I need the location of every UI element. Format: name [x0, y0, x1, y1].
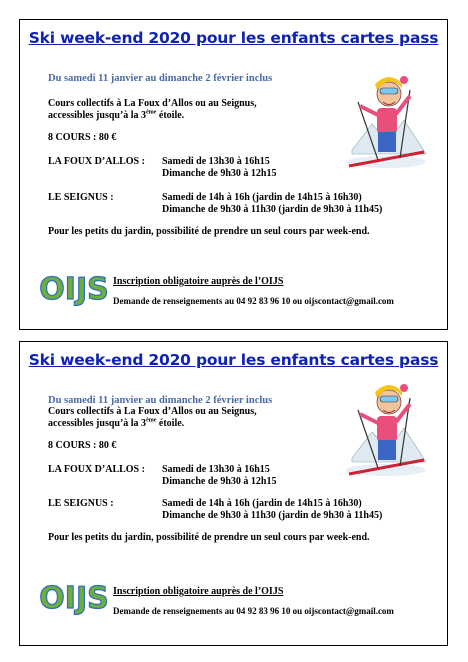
foux-saturday: Samedi de 13h30 à 16h15 [162, 156, 270, 167]
price-text: 8 COURS : 80 € [48, 132, 117, 143]
flyer-subtitle: Du samedi 11 janvier au dimanche 2 février inclus [48, 395, 273, 406]
svg-text:OIJS: OIJS [39, 581, 109, 616]
seignus-label: LE SEIGNUS : [48, 192, 114, 203]
intro-line-2: accessibles jusqu’à la 3ème étoile. [48, 417, 185, 429]
flyer-subtitle: Du samedi 11 janvier au dimanche 2 février inclus [48, 73, 273, 84]
seignus-saturday: Samedi de 14h à 16h (jardin de 14h15 à 16h30) [162, 192, 362, 203]
garden-note: Pour les petits du jardin, possibilité de prendre un seul cours par week-end. [48, 532, 370, 543]
foux-sunday: Dimanche de 9h30 à 12h15 [162, 476, 277, 487]
flyer-title: Ski week-end 2020 pour les enfants cartes pass [28, 351, 439, 369]
garden-note: Pour les petits du jardin, possibilité de prendre un seul cours par week-end. [48, 226, 370, 237]
flyer-top [19, 19, 448, 330]
inscription-text: Inscription obligatoire auprès de l’OIJS [113, 276, 284, 287]
inscription-text: Inscription obligatoire auprès de l’OIJS [113, 586, 284, 597]
contact-text: Demande de renseignements au 04 92 83 96 10 ou oijscontact@gmail.com [113, 606, 394, 616]
seignus-sunday: Dimanche de 9h30 à 11h30 (jardin de 9h30 à 11h45) [162, 204, 383, 215]
foux-sunday: Dimanche de 9h30 à 12h15 [162, 168, 277, 179]
flyer-title: Ski week-end 2020 pour les enfants cartes pass [28, 29, 439, 47]
intro-line-1: Cours collectifs à La Foux d’Allos ou au Seignus, [48, 98, 257, 109]
foux-label: LA FOUX D’ALLOS : [48, 464, 145, 475]
contact-text: Demande de renseignements au 04 92 83 96 10 ou oijscontact@gmail.com [113, 296, 394, 306]
oijs-logo-icon [38, 267, 110, 309]
foux-label: LA FOUX D’ALLOS : [48, 156, 145, 167]
flyer-bottom [19, 341, 448, 646]
seignus-sunday: Dimanche de 9h30 à 11h30 (jardin de 9h30 à 11h45) [162, 510, 383, 521]
price-text: 8 COURS : 80 € [48, 440, 117, 451]
svg-text:OIJS: OIJS [39, 272, 109, 307]
skier-illustration-icon [344, 380, 430, 480]
skier-illustration-icon [344, 72, 430, 172]
oijs-logo-icon [38, 576, 110, 618]
intro-line-1: Cours collectifs à La Foux d’Allos ou au Seignus, [48, 406, 257, 417]
seignus-label: LE SEIGNUS : [48, 498, 114, 509]
intro-line-2: accessibles jusqu’à la 3ème étoile. [48, 109, 185, 121]
seignus-saturday: Samedi de 14h à 16h (jardin de 14h15 à 16h30) [162, 498, 362, 509]
foux-saturday: Samedi de 13h30 à 16h15 [162, 464, 270, 475]
